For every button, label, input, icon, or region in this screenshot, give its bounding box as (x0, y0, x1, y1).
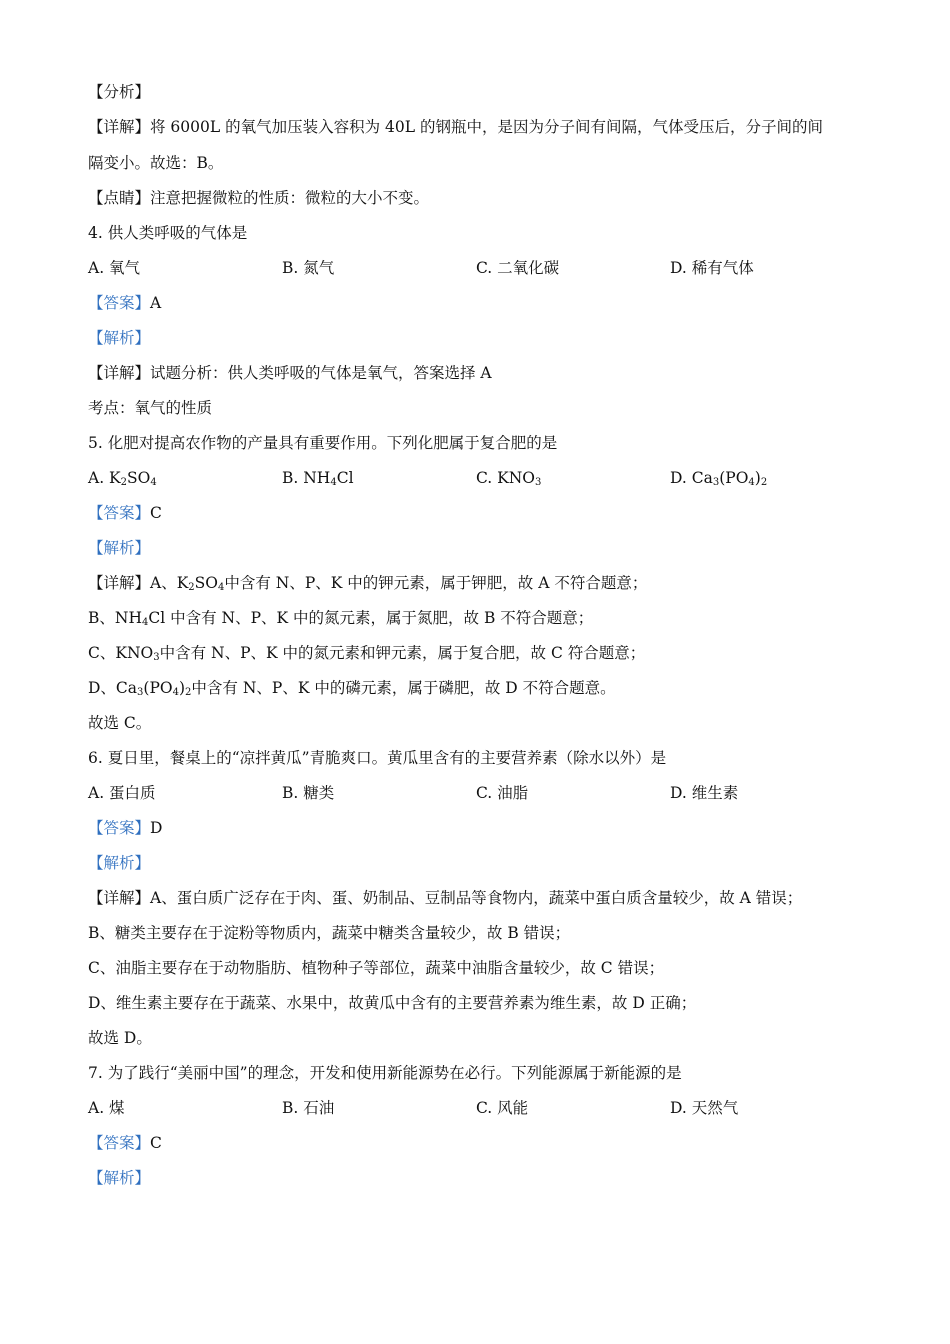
answer-value: C (150, 504, 162, 522)
q6-stem: 6. 夏日里，餐桌上的“凉拌黄瓜”青脆爽口。黄瓜里含有的主要营养素（除水以外）是 (88, 749, 667, 767)
q5-detail-d: D、$Ca_3(PO_4)_2$中含有 N、P、K 中的磷元素，属于磷肥，故 D 不符合题意。 (88, 679, 616, 698)
q6-option-c: C. 油脂 (476, 784, 529, 802)
q5-option-d: D. $Ca_3(PO_4)_2$ (670, 469, 768, 488)
q5-option-c: C. $KNO_3$ (476, 469, 542, 488)
q5-detail-b: B、$NH_4Cl$ 中含有 N、P、K 中的氮元素，属于氮肥，故 B 不符合题意； (88, 609, 594, 628)
q7-option-d: D. 天然气 (670, 1099, 739, 1117)
q4-jiexi-heading: 【解析】 (88, 329, 151, 347)
q5-stem: 5. 化肥对提高农作物的产量具有重要作用。下列化肥属于复合肥的是 (88, 434, 558, 452)
q6-option-a: A. 蛋白质 (88, 784, 156, 802)
q6-answer (88, 818, 162, 838)
answer-tag: 【答案】 (88, 819, 151, 837)
q4-option-c: C. 二氧化碳 (476, 259, 560, 277)
answer-tag: 【答案】 (88, 294, 151, 312)
q6-detail-a: 【详解】A、蛋白质广泛存在于肉、蛋、奶制品、豆制品等食物内，蔬菜中蛋白质含量较少，故 A 错误； (88, 889, 803, 907)
tip-line: 【点睛】注意把握微粒的性质：微粒的大小不变。 (88, 189, 430, 207)
answer-value: C (150, 1134, 162, 1152)
q4-kaodian: 考点：氧气的性质 (88, 399, 213, 417)
q5-jiexi-heading: 【解析】 (88, 539, 151, 557)
q6-detail-d: D、维生素主要存在于蔬菜、水果中，故黄瓜中含有的主要营养素为维生素，故 D 正确； (88, 994, 697, 1012)
q6-detail-b: B、糖类主要存在于淀粉等物质内，蔬菜中糖类含量较少，故 B 错误； (88, 924, 571, 942)
q5-conclusion: 故选 C。 (88, 714, 152, 732)
q7-option-a: A. 煤 (88, 1099, 125, 1117)
q4-option-a: A. 氧气 (88, 259, 141, 277)
q4-stem: 4. 供人类呼吸的气体是 (88, 224, 248, 242)
q5-detail-a: 【详解】A、$K_2SO_4$中含有 N、P、K 中的钾元素，属于钾肥，故 A 不符合题意； (88, 574, 648, 593)
detail-line-1: 【详解】将 6000L 的氧气加压装入容积为 40L 的钢瓶中，是因为分子间有间隔，气体受压后，分子间的间 (88, 118, 823, 136)
q7-option-c: C. 风能 (476, 1099, 529, 1117)
answer-tag: 【答案】 (88, 1134, 151, 1152)
q4-option-d: D. 稀有气体 (670, 259, 754, 277)
q7-jiexi-heading: 【解析】 (88, 1169, 151, 1187)
answer-value: D (150, 819, 163, 837)
q7-stem: 7. 为了践行“美丽中国”的理念，开发和使用新能源势在必行。下列能源属于新能源的是 (88, 1064, 682, 1082)
q5-option-b: B. $NH_4Cl$ (282, 469, 354, 488)
q6-conclusion: 故选 D。 (88, 1029, 152, 1047)
q4-answer (88, 293, 161, 313)
answer-tag: 【答案】 (88, 504, 151, 522)
detail-line-2: 隔变小。故选：B。 (88, 154, 224, 172)
q7-option-b: B. 石油 (282, 1099, 335, 1117)
q6-option-b: B. 糖类 (282, 784, 335, 802)
q5-answer (88, 503, 162, 523)
q7-answer (88, 1133, 162, 1153)
q6-option-d: D. 维生素 (670, 784, 739, 802)
q4-option-b: B. 氮气 (282, 259, 335, 277)
analysis-heading: 【分析】 (88, 83, 151, 101)
q5-detail-c: C、$KNO_3$中含有 N、P、K 中的氮元素和钾元素，属于复合肥，故 C 符合题意； (88, 644, 646, 663)
q6-detail-c: C、油脂主要存在于动物脂肪、植物种子等部位，蔬菜中油脂含量较少，故 C 错误； (88, 959, 665, 977)
q4-detail: 【详解】试题分析：供人类呼吸的气体是氧气，答案选择 A (88, 364, 492, 382)
q5-option-a: A. $K_2SO_4$ (88, 469, 157, 488)
answer-value: A (150, 294, 162, 312)
q6-jiexi-heading: 【解析】 (88, 854, 151, 872)
